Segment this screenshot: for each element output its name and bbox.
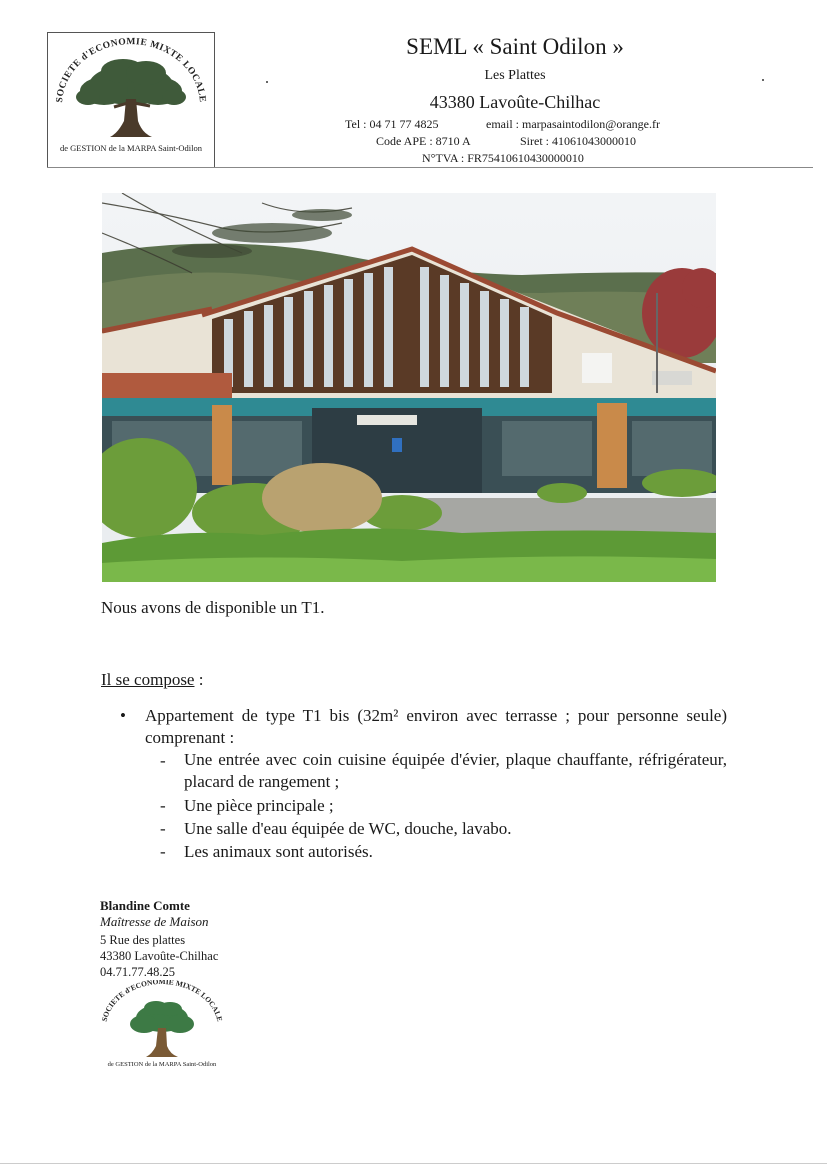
company-street: Les Plattes <box>484 68 546 83</box>
tree-logo-icon <box>48 33 214 145</box>
apartment-description: Appartement de type T1 bis (32m² environ avec terrasse ; pour personne seule) comprenant : <box>145 706 727 747</box>
header-logo <box>47 32 215 168</box>
dash-icon: - <box>160 796 166 815</box>
logo-ring-text: SOCIETE d'ECONOMIE MIXTE LOCALE <box>99 980 225 1023</box>
dash-icon: - <box>160 842 166 861</box>
logo-caption: de GESTION de la MARPA Saint-Odilon <box>59 143 203 153</box>
signature-name: Blandine Comte <box>100 898 190 913</box>
company-tva: N°TVA : FR75410610430000010 <box>422 151 584 165</box>
list-item: Les animaux sont autorisés. <box>184 842 373 861</box>
signature-logo <box>98 980 226 1075</box>
logo-ring-text: SOCIETE d'ECONOMIE MIXTE LOCALE <box>55 37 208 104</box>
header-divider <box>47 167 813 168</box>
tree-canopy <box>76 59 186 105</box>
list-item: Une entrée avec coin cuisine équipée d'évier, plaque chauffante, réfrigérateur, placard de rangement ; <box>184 750 727 791</box>
signature-phone: 04.71.77.48.25 <box>100 965 175 979</box>
company-siret: Siret : 41061043000010 <box>520 134 636 148</box>
bullet-icon: • <box>120 706 126 725</box>
list-item: Une salle d'eau équipée de WC, douche, lavabo. <box>184 819 512 838</box>
company-title: SEML « Saint Odilon » <box>406 34 624 59</box>
signature-city: 43380 Lavoûte-Chilhac <box>100 949 219 963</box>
company-tel: Tel : 04 71 77 4825 <box>345 117 439 131</box>
compose-heading <box>101 670 203 690</box>
building-photo <box>102 193 716 582</box>
company-city: 43380 Lavoûte-Chilhac <box>429 92 601 112</box>
compose-label: Il se compose <box>101 670 195 689</box>
company-ape: Code APE : 8710 A <box>376 134 471 148</box>
logo-caption: de GESTION de la MARPA Saint-Odilon <box>107 1061 217 1068</box>
company-email: email : marpasaintodilon@orange.fr <box>486 117 660 131</box>
intro-text: Nous avons de disponible un T1. <box>101 598 325 617</box>
signature-role: Maîtresse de Maison <box>100 914 209 929</box>
scan-dot <box>762 79 764 81</box>
page-bottom-edge <box>0 1163 827 1164</box>
dash-icon: - <box>160 751 166 770</box>
scan-dot <box>266 81 268 83</box>
dash-icon: - <box>160 819 166 838</box>
signature-address: 5 Rue des plattes <box>100 933 186 947</box>
list-item: Une pièce principale ; <box>184 796 334 815</box>
compose-suffix: : <box>194 670 204 689</box>
